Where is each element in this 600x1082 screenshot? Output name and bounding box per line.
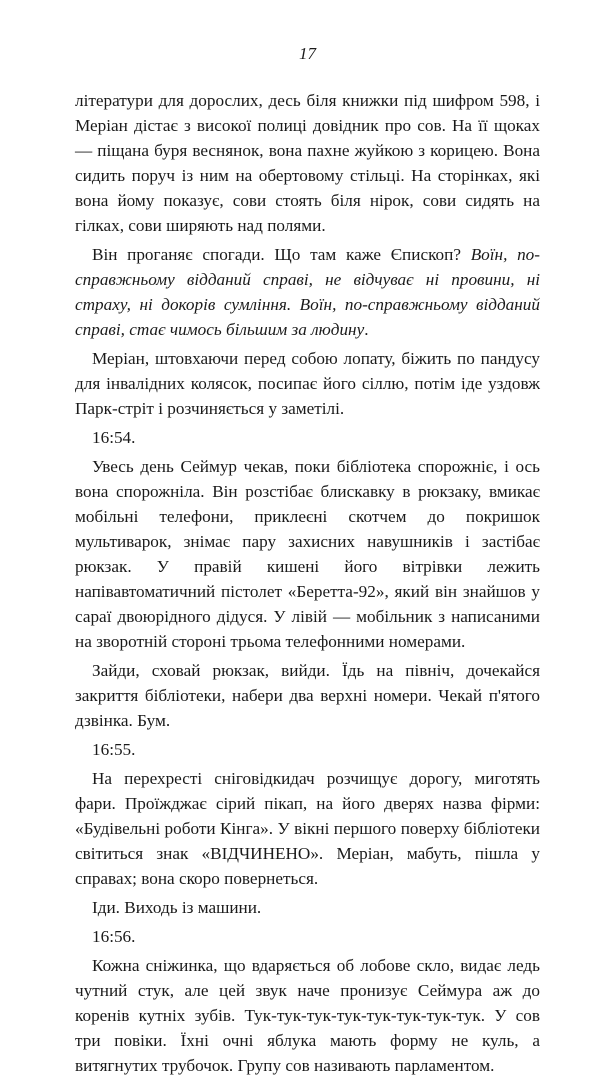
paragraph-2-plain: Він проганяє спогади. Що там каже Єпископ? bbox=[92, 245, 471, 264]
paragraph-5: Увесь день Сеймур чекав, поки бібліотека спорожніє, і ось вона спорожніла. Він розстібає блискавку в рюкзаку, вмикає мобільні телефони, приклеєні скотчем до покришок мультиварок, знімає пару захисних навушників і застібає рюкзак. У правій кишені його вітрівки лежить напівавтоматичний пістолет «Беретта-92», який він знайшов у сараї двоюрідного дідуся. У лівій — мобільник з написаними на зворотній стороні трьома телефонними номерами. bbox=[75, 457, 540, 651]
paragraph-2 bbox=[75, 242, 540, 342]
page-number: 17 bbox=[299, 44, 316, 63]
paragraph-11: Кожна сніжинка, що вдаряється об лобове скло, видає ледь чутний стук, але цей звук наче пронизує Сеймура аж до коренів кутніх зубів. Тук-тук-тук-тук-тук-тук-тук-тук. У сов три повіки. Їхні очні яблука мають форму не куль, а витягнутих трубочок. Групу сов називають парламентом. bbox=[75, 956, 540, 1075]
paragraph-8: На перехресті сніговідкидач розчищує дорогу, миготять фари. Проїжджає сірий пікап, на його дверях назва фірми: «Будівельні роботи Кінга». У вікні першого поверху бібліотеки світиться знак «ВІДЧИНЕНО». Меріан, мабуть, пішла у справах; вона скоро повернеться. bbox=[75, 769, 540, 888]
paragraph-2-italic-quote: Воїн, по-справжньому відданий справі, не відчуває ні провини, ні страху, ні докорів сумління. Воїн, по-справжньому відданий справі, стає чимось більшим за людину bbox=[75, 245, 540, 339]
paragraph-6: Зайди, сховай рюкзак, вийди. Їдь на північ, дочекайся закриття бібліотеки, набери два верхні номери. Чекай п'ятого дзвінка. Бум. bbox=[75, 661, 540, 730]
body-text bbox=[75, 88, 540, 1082]
timestamp-1655: 16:55. bbox=[92, 740, 136, 759]
paragraph-2-end: . bbox=[364, 320, 369, 339]
timestamp-1654: 16:54. bbox=[92, 428, 136, 447]
timestamp-1656: 16:56. bbox=[92, 927, 136, 946]
paragraph-9: Іди. Виходь із машини. bbox=[92, 898, 262, 917]
paragraph-1: літератури для дорослих, десь біля книжки під шифром 598, і Меріан дістає з високої полиці довідник про сов. На її щоках — піщана буря веснянок, вона пахне жуйкою з корицею. Вона сидить поруч із ним на обертовому стільці. На сторінках, які вона йому показує, сови стоять біля нірок, сови сидять на гілках, сови ширяють над полями. bbox=[75, 91, 540, 235]
paragraph-3: Меріан, штовхаючи перед собою лопату, біжить по пандусу для інвалідних колясок, посипає його сіллю, потім іде уздовж Парк-стріт і розчиняється у заметілі. bbox=[75, 349, 540, 418]
